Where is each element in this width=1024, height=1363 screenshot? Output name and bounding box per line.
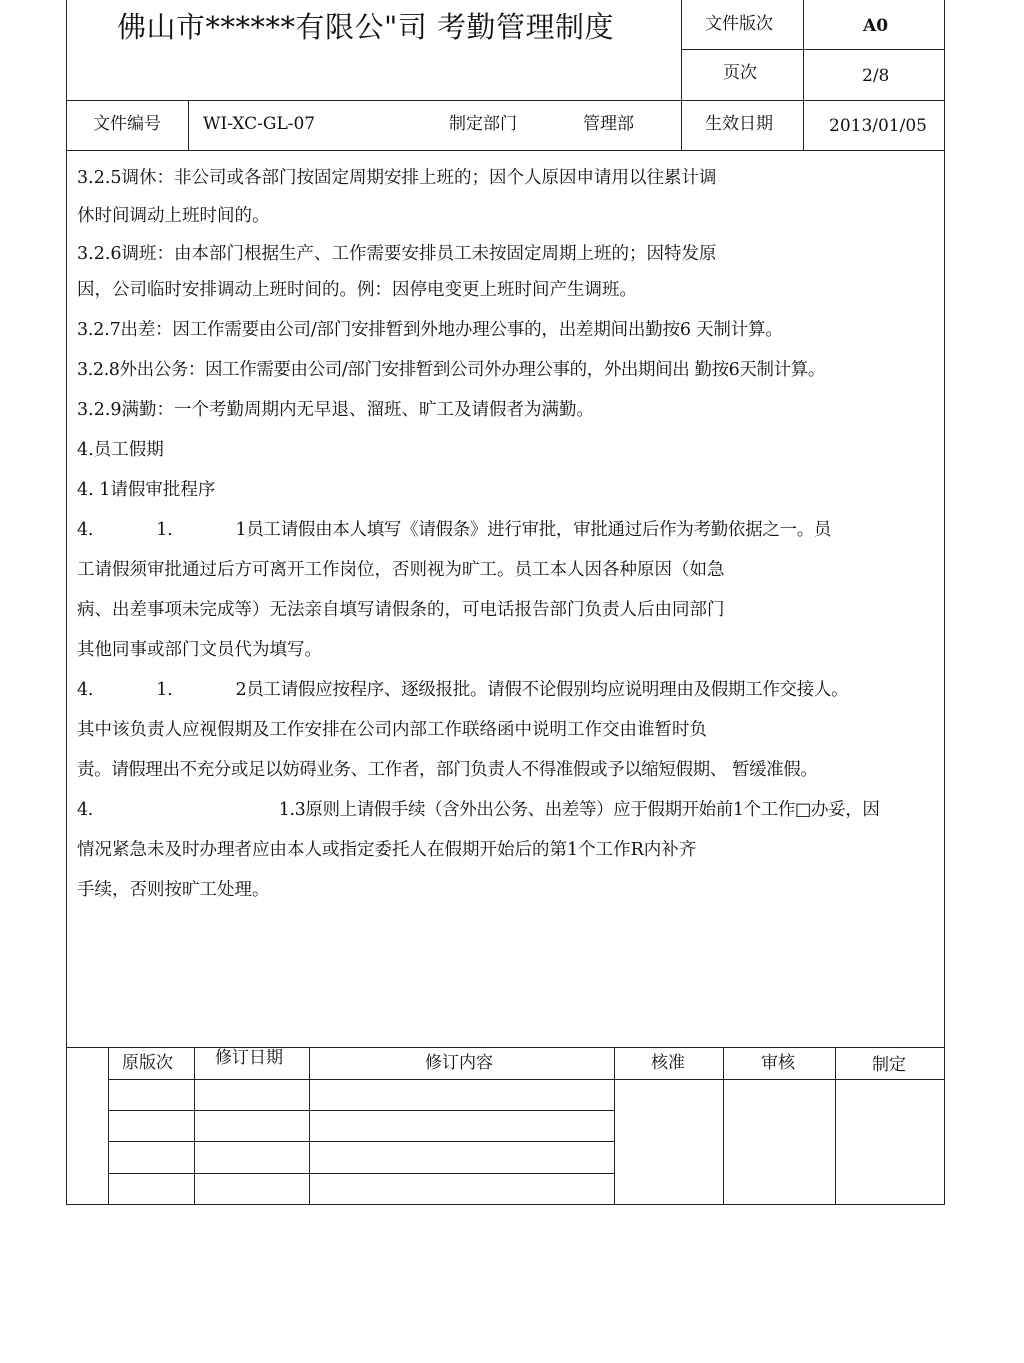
body-line: 手续，否则按旷工处理。 [77,880,270,900]
body-line: 其他同事或部门文员代为填写。 [77,640,322,660]
body-line: 责。请假理出不充分或足以妨碍业务、工作者，部门负责人不得准假或予以缩短假期、 暂缓准假。 [77,760,818,780]
version-value: A0 [863,16,889,36]
doc-no-value: WI-XC-GL-07 [203,114,316,134]
doc-no-label: 文件编号 [93,114,161,134]
page-value: 2/8 [862,66,890,86]
rev-header-orig-version: 原版次 [122,1053,173,1073]
body-line: 4. 1. 2员工请假应按程序、逐级报批。请假不论假别均应说明理由及假期工作交接人。 [77,680,849,700]
dept-value: 管理部 [583,114,634,134]
revision-table [67,1047,944,1204]
body-line: 情况紧急未及时办理者应由本人或指定委托人在假期开始后的第1个工作R内补齐 [77,840,697,860]
body-line: 3.2.6调班：由本部门根据生产、工作需要安排员工未按固定周期上班的；因特发原 [77,244,717,264]
rev-header-date: 修订日期 [215,1048,283,1068]
body-line: 休时间调动上班时间的。 [77,206,270,226]
document-page [66,0,945,1205]
body-line: 3.2.9满勤：一个考勤周期内无早退、溜班、旷工及请假者为满勤。 [77,400,595,420]
rev-header-prepare: 制定 [872,1055,906,1075]
body-line: 4. 1.3原则上请假手续（含外出公务、出差等）应于假期开始前1个工作□办妥，因 [77,800,880,820]
page-label: 页次 [723,63,757,83]
body-line: 3.2.8外出公务：因工作需要由公司/部门安排暂到公司外办理公事的，外出期间出 勤按6天制计算。 [77,360,825,380]
body-line: 4.员工假期 [77,440,164,460]
body-line: 因，公司临时安排调动上班时间的。例：因停电变更上班时间产生调班。 [77,280,637,300]
document-title: 佛山市******有限公"司 考勤管理制度 [117,10,615,44]
rev-header-review: 审核 [761,1053,795,1073]
body-line: 工请假须审批通过后方可离开工作岗位，否则视为旷工。员工本人因各种原因（如急 [77,560,725,580]
effective-label: 生效日期 [705,114,773,134]
body-line: 其中该负责人应视假期及工作安排在公司内部工作联络函中说明工作交由谁暂时负 [77,720,707,740]
body-line: 病、出差事项未完成等）无法亲自填写请假条的，可电话报告部门负责人后由同部门 [77,600,725,620]
document-header [67,0,944,150]
body-line: 4. 1请假审批程序 [77,480,216,500]
body-line: 3.2.5调休：非公司或各部门按固定周期安排上班的；因个人原因申请用以往累计调 [77,168,717,188]
effective-value: 2013/01/05 [829,116,927,136]
rev-header-content: 修订内容 [425,1053,493,1073]
version-label: 文件版次 [705,14,773,34]
body-line: 4. 1. 1员工请假由本人填写《请假条》进行审批，审批通过后作为考勤依据之一。员 [77,520,832,540]
dept-label: 制定部门 [449,114,517,134]
rev-header-approve: 核准 [651,1053,685,1073]
body-line: 3.2.7出差：因工作需要由公司/部门安排暂到外地办理公事的，出差期间出勤按6 天制计算。 [77,320,783,340]
